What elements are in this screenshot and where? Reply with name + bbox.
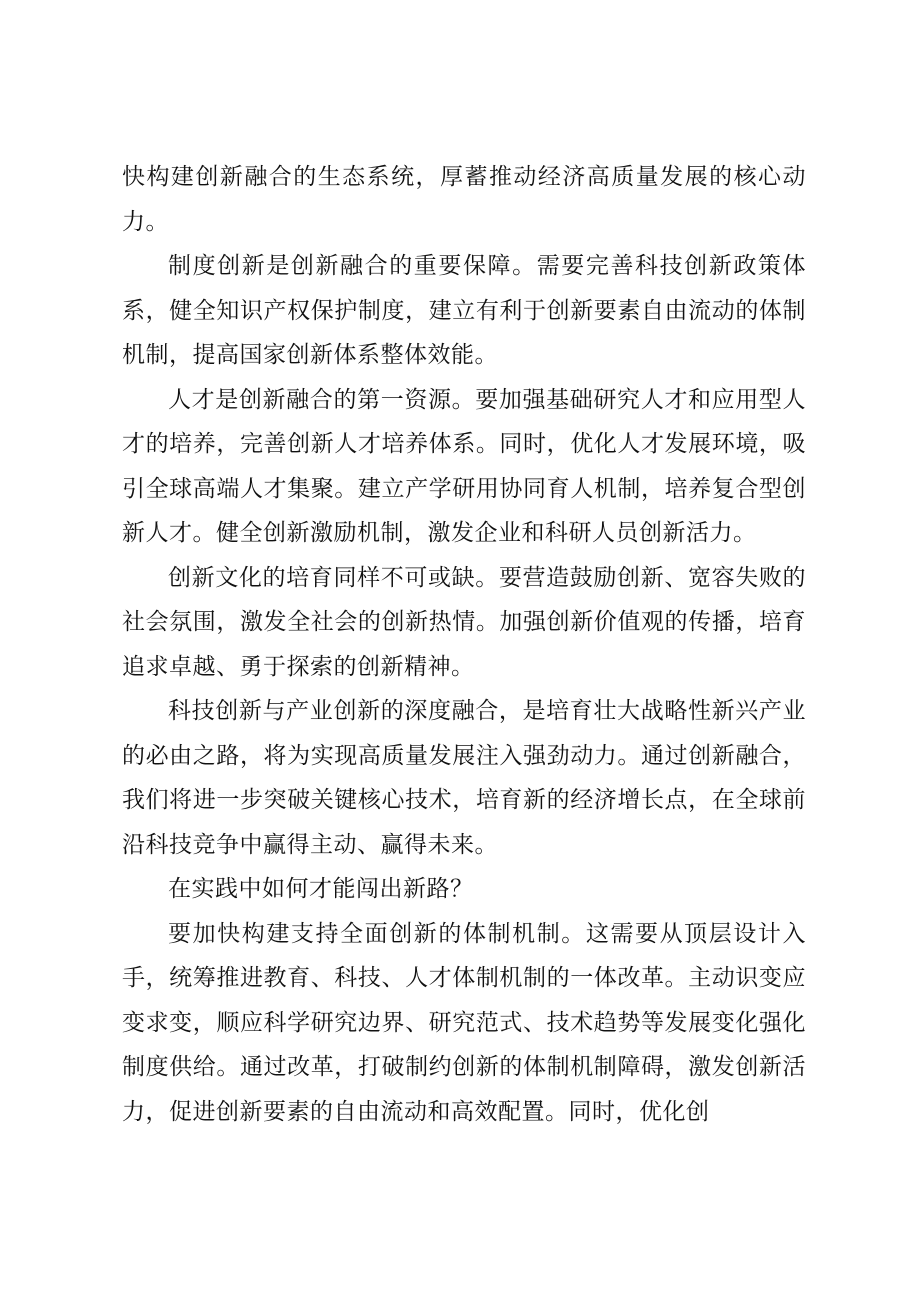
body-text bbox=[122, 155, 806, 1134]
paragraph-innovation-culture: 创新文化的培育同样不可或缺。要营造鼓励创新、宽容失败的社会氛围，激发全社会的创新热情。加强创新价值观的传播，培育追求卓越、勇于探索的创新精神。 bbox=[122, 564, 806, 680]
paragraph-talent: 人才是创新融合的第一资源。要加强基础研究人才和应用型人才的培养，完善创新人才培养体系。同时，优化人才发展环境，吸引全球高端人才集聚。建立产学研用协同育人机制，培养复合型创新人才。健全创新激励机制，激发企业和科研人员创新活力。 bbox=[122, 386, 806, 546]
paragraph-question: 在实践中如何才能闯出新路？ bbox=[168, 876, 474, 902]
paragraph-deep-integration: 科技创新与产业创新的深度融合，是培育壮大战略性新兴产业的必由之路，将为实现高质量发展注入强劲动力。通过创新融合，我们将进一步突破关键核心技术，培育新的经济增长点，在全球前沿科技竞争中赢得主动、赢得未来。 bbox=[122, 698, 806, 858]
paragraph-continuation: 快构建创新融合的生态系统，厚蓄推动经济高质量发展的核心动力。 bbox=[122, 164, 806, 235]
paragraph-institutional-mechanism: 要加快构建支持全面创新的体制机制。这需要从顶层设计入手，统筹推进教育、科技、人才体制机制的一体改革。主动识变应变求变，顺应科学研究边界、研究范式、技术趋势等发展变化强化制度供给。通过改革，打破制约创新的体制机制障碍，激发创新活力，促进创新要素的自由流动和高效配置。同时，优化创 bbox=[122, 920, 806, 1125]
paragraph-institutional-innovation: 制度创新是创新融合的重要保障。需要完善科技创新政策体系，健全知识产权保护制度，建立有利于创新要素自由流动的体制机制，提高国家创新体系整体效能。 bbox=[122, 253, 806, 368]
